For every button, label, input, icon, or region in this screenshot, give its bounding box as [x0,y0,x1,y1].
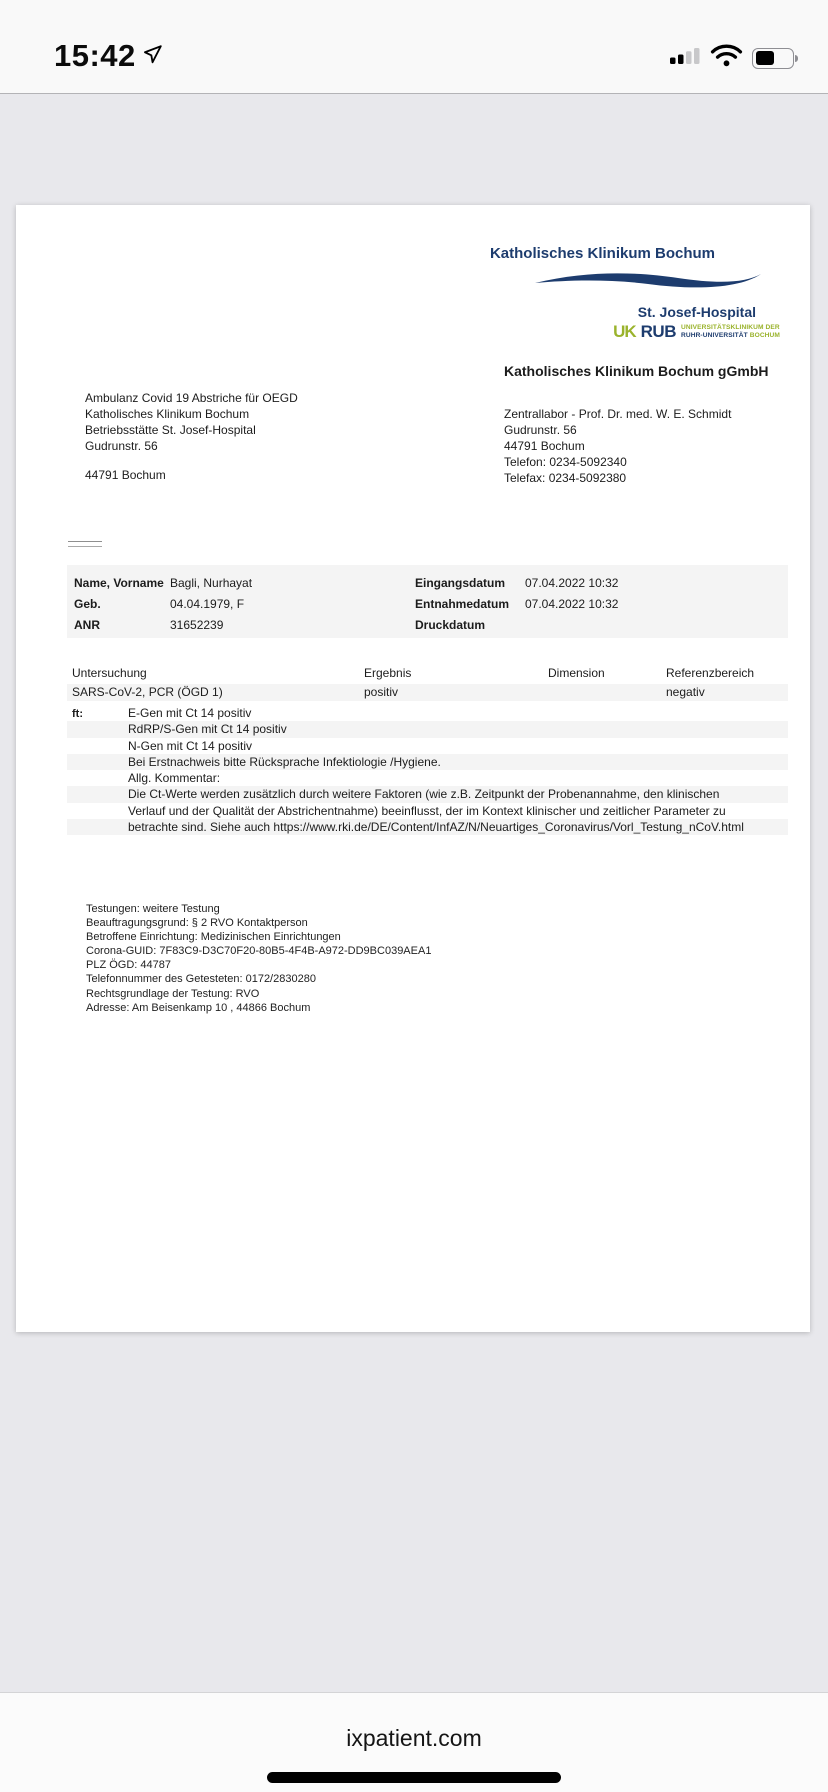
cellular-signal-icon [670,48,701,69]
footnote-label: ft: [72,708,83,720]
patient-name: Bagli, Nurhayat [170,576,253,590]
lab-line: Zentrallabor - Prof. Dr. med. W. E. Schmidt [504,407,732,421]
footnote-line-url: betrachte sind. Siehe auch https://www.rki.de/DE/Content/InfAZ/N/Neuartiges_Coronavirus/Vorl_Testung_nCoV.html [67,819,788,835]
lab-line: Gudrunstr. 56 [504,423,577,437]
clock: 15:42 [54,38,136,73]
test-name: SARS-CoV-2, PCR (ÖGD 1) [72,685,223,699]
ukrub-logo [613,324,780,339]
lab-address-block [504,406,731,486]
anr-number: 31652239 [170,618,224,632]
app-footer [0,1692,828,1792]
meta-line: Beauftragungsgrund: § 2 RVO Kontaktperson [86,917,308,930]
ukrub-caption-line1: UNIVERSITÄTSKLINIKUM DER [680,324,780,331]
receipt-date: 07.04.2022 10:32 [525,576,619,590]
logo-swoosh-icon [533,268,763,295]
footnote-line: E-Gen mit Ct 14 positiv [128,706,252,720]
status-bar-left [54,38,164,74]
ukrub-caption-line2-green: BOCHUM [747,331,780,339]
ukrub-caption [681,324,780,339]
sender-address-block [85,390,298,483]
sender-line: Gudrunstr. 56 [85,439,158,453]
hospital-logo-wordmark: St. Josef-Hospital [637,304,756,320]
footnote-line: Allg. Kommentar: [128,771,221,786]
results-header-row [16,666,810,682]
ukrub-rub-mark: RUB [640,322,676,341]
clinic-logo-wordmark: Katholisches Klinikum Bochum [489,245,715,262]
separator-dash [68,541,102,547]
patient-row [67,618,788,639]
lab-fax: Telefax: 0234-5092380 [504,471,627,485]
meta-line: Adresse: Am Beisenkamp 10 , 44866 Bochum [86,1001,311,1014]
patient-label: ANR [74,618,100,632]
ukrub-uk-mark: UK [613,322,636,341]
status-bar-right [670,44,794,72]
ukrub-caption-line2-navy: RUHR-UNIVERSITÄT [680,331,748,339]
meta-line: Testungen: weitere Testung [86,903,220,915]
footnote-line: N-Gen mit Ct 14 positiv [128,738,253,753]
document-viewer[interactable] [0,95,828,1692]
patient-info-box [67,565,788,638]
sender-line: Ambulanz Covid 19 Abstriche für OEGD [85,391,298,405]
status-bar [0,0,828,94]
footnote-block [67,705,788,835]
meta-line: Rechtsgrundlage der Testung: RVO [86,987,260,1000]
home-indicator[interactable] [267,1772,561,1783]
patient-label: Entnahmedatum [415,597,510,611]
footnote-line: RdRP/S-Gen mit Ct 14 positiv [67,721,788,737]
results-header: Referenzbereich [666,666,755,680]
lab-phone: Telefon: 0234-5092340 [504,455,627,469]
lab-line: 44791 Bochum [504,439,585,453]
reference-range: negativ [666,685,705,699]
patient-row [67,576,788,597]
test-meta-block [86,902,431,1015]
results-header: Untersuchung [72,666,147,680]
footnote-line: Verlauf und der Qualität der Abstrichentnahme) beeinflusst, der im Kontext klinischer und zeitlicher Parameter zu [128,803,726,818]
wifi-icon [710,44,743,72]
patient-label: Name, Vorname [74,576,164,590]
site-label: ixpatient.com [346,1725,482,1751]
location-arrow-icon [142,43,164,70]
meta-line: Telefonnummer des Getesteten: 0172/2830280 [86,973,316,986]
footnote-line: Bei Erstnachweis bitte Rücksprache Infektiologie /Hygiene. [67,754,788,770]
meta-line: Betroffene Einrichtung: Medizinischen Einrichtungen [86,931,341,944]
patient-label: Geb. [74,597,101,611]
patient-label: Eingangsdatum [415,576,506,590]
pdf-page [16,205,810,1332]
test-result: positiv [364,685,399,699]
sender-city: 44791 Bochum [85,468,166,482]
meta-line-guid: Corona-GUID: 7F83C9-D3C70F20-80B5-4F4B-A972-DD9BC039AEA1 [86,945,432,958]
sender-line: Betriebsstätte St. Josef-Hospital [85,423,256,437]
results-header: Ergebnis [364,666,412,680]
patient-label: Druckdatum [415,618,486,632]
footnote-line: Die Ct-Werte werden zusätzlich durch weitere Faktoren (wie z.B. Zeitpunkt der Probenannahme, den klinischen [67,786,788,802]
sender-line: Katholisches Klinikum Bochum [85,407,250,421]
sample-date: 07.04.2022 10:32 [525,597,619,611]
birth-date: 04.04.1979, F [170,597,245,611]
results-header: Dimension [548,666,605,680]
results-data-row [67,684,788,701]
patient-row [67,597,788,618]
meta-line: PLZ ÖGD: 44787 [86,959,171,972]
battery-icon [752,48,794,69]
org-title: Katholisches Klinikum Bochum gGmbH [504,363,769,379]
